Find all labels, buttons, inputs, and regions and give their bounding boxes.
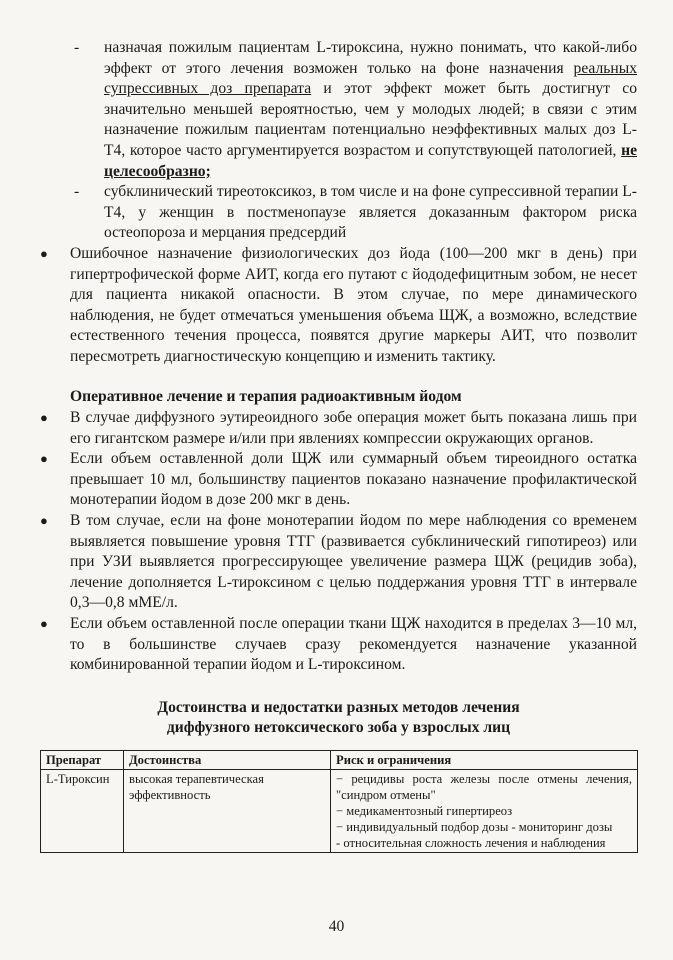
cell-risks: [331, 769, 638, 852]
table-header-row: [41, 750, 638, 769]
page-number: 40: [328, 918, 345, 935]
table-row: [41, 769, 638, 852]
cell-advantages: высокая терапевтическая эффективность: [124, 769, 331, 852]
section-heading: Оперативное лечение и терапия радиоактивным йодом: [70, 387, 462, 405]
table-title-line: Достоинства и недостатки разных методов лечения: [157, 698, 520, 716]
paragraph-text: субклинический тиреотоксикоз, в том числе и на фоне супрессивной терапии L-T4, у женщин в постменопаузе является доказанным фактором риска остеопороза и мерцания предсердий: [104, 183, 637, 242]
column-header-drug: Препарат: [41, 750, 124, 769]
emphasized-phrase: не целесообразно;: [104, 141, 637, 180]
dash-list-item: [74, 182, 637, 244]
table-title-line: диффузного нетоксического зоба у взрослых лиц: [166, 718, 511, 736]
paragraph-text: и этот эффект может быть достигнут со значительно меньшей вероятностью, чем у молодых людей; в связи с этим назначение пожилым пациентам потенциально неэффективных малых доз L-T4, которое часто аргументируется возрастом и сопутствующей патологией,: [104, 80, 637, 159]
paragraph-text: Если объем оставленной доли ЩЖ или суммарный объем тиреоидного остатка превышает 10 мл, большинству пациентов показано назначение профилактической монотерапии йодом в дозе 200 мкг в день.: [70, 450, 637, 509]
bullet-item: [40, 408, 637, 449]
bullet-marker: ●: [40, 616, 48, 632]
bullet-marker: ●: [40, 410, 48, 426]
bullet-marker: ●: [40, 513, 48, 529]
dash-list-item: [74, 38, 637, 182]
paragraph-text: назначая пожилым пациентам L-тироксина, нужно понимать, что какой-либо эффект от этого лечения возможен только на фоне назначения: [104, 39, 637, 77]
dash-marker: -: [74, 39, 80, 56]
dash-list: [74, 38, 637, 244]
bullet-item: [40, 244, 637, 368]
paragraph-text: Ошибочное назначение физиологических доз йода (100—200 мкг в день) при гипертрофической форме АИТ, когда его путают с йододефицитным зобом, не несет для пациента никакой опасности. В этом случае, по мере динамического наблюдения, не будет отмечаться уменьшения объема ЩЖ, а возможно, вследствие естественного течения процесса, появятся другие маркеры АИТ, что позволит пересмотреть диагностическую концепцию и изменить тактику.: [70, 244, 637, 365]
risk-item: − рецидивы роста железы после отмены лечения, "синдром отмены": [336, 771, 632, 802]
risk-item: - относительная сложность лечения и наблюдения: [336, 835, 606, 850]
bullet-item: [40, 614, 637, 676]
risk-item: − медикаментозный гипертиреоз: [336, 803, 513, 818]
section-bullet-list: [40, 408, 637, 676]
risk-item: − индивидуальный подбор дозы - мониторинг дозы: [336, 819, 613, 834]
column-header-risks: Риск и ограничения: [331, 750, 638, 769]
paragraph-text: В случае диффузного эутиреоидного зобе операция может быть показана лишь при его гигантском размере и/или при явлениях компрессии окружающих органов.: [70, 409, 637, 447]
bullet-item: [40, 511, 637, 614]
dash-marker: -: [74, 183, 80, 201]
bullet-item: [40, 449, 637, 511]
treatment-comparison-table: [40, 750, 638, 853]
column-header-advantages: Достоинства: [124, 750, 331, 769]
bullet-marker: ●: [40, 245, 48, 261]
paragraph-text: В том случае, если на фоне монотерапии йодом по мере наблюдения со временем выявляется повышение уровня ТТГ (развивается субклинический гипотиреоз) или при УЗИ выявляется прогрессирующее увеличение размера ЩЖ (рецидив зоба), лечение дополняется L-тироксином с целью поддержания уровня ТТГ в интервале 0,3—0,8 мМЕ/л.: [70, 512, 637, 612]
paragraph-text: Если объем оставленной после операции ткани ЩЖ находится в пределах 3—10 мл, то в большинстве случаев сразу рекомендуется назначение указанной комбинированной терапии йодом и L-тироксином.: [70, 615, 637, 674]
underlined-phrase: реальных супрессивных доз препарата: [104, 59, 637, 98]
cell-drug: L-Тироксин: [41, 769, 124, 852]
bullet-marker: ●: [40, 451, 48, 467]
table-title: [40, 698, 637, 738]
